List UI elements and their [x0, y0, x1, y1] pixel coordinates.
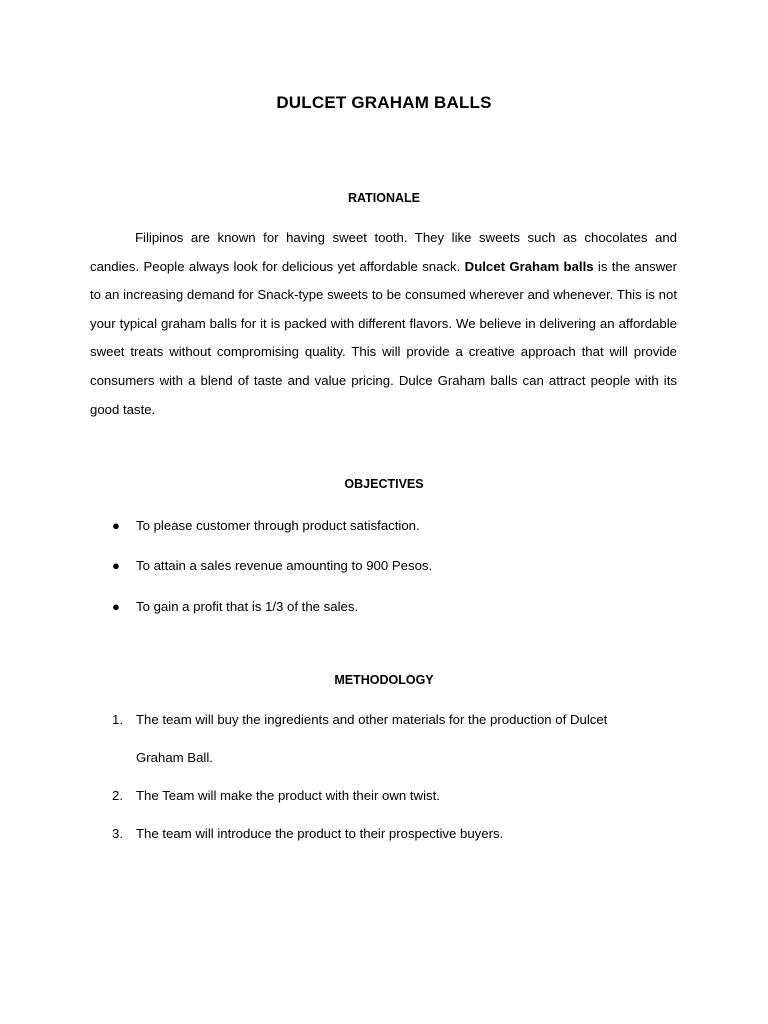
rationale-text-start: Filipinos are known for having sweet tooth. They like sweets such as chocolates and candies. People always look for delicious yet affordable snack. — [90, 230, 677, 274]
rationale-heading: RATIONALE — [348, 191, 420, 205]
document-title: DULCET GRAHAM BALLS — [276, 93, 492, 112]
methodology-text: The team will buy the ingredients and other materials for the production of Dulcet Graham Ball. — [136, 712, 608, 765]
rationale-text-end: is the answer to an increasing demand for Snack-type sweets to be consumed wherever and whenever. This is not your typical graham balls for it is packed with different flavors. We believe in delivering an affordable sweet treats without compromising quality. This will provide a creative approach that will provide consumers with a blend of taste and value pricing. Dulce Graham balls can attract people with its good taste. — [90, 258, 677, 417]
list-number: 2. — [112, 788, 123, 803]
methodology-text: The team will introduce the product to their prospective buyers. — [136, 826, 504, 841]
methodology-text: The Team will make the product with their own twist. — [136, 788, 440, 803]
bullet-icon: ● — [112, 518, 120, 533]
objective-text: To please customer through product satisfaction. — [136, 518, 420, 533]
bullet-icon: ● — [112, 558, 120, 573]
objective-text: To gain a profit that is 1/3 of the sales. — [136, 599, 359, 614]
objective-text: To attain a sales revenue amounting to 900 Pesos. — [136, 558, 433, 573]
list-number: 3. — [112, 826, 123, 841]
objectives-heading: OBJECTIVES — [344, 477, 424, 491]
rationale-paragraph — [90, 224, 677, 424]
list-number: 1. — [112, 712, 123, 727]
rationale-product-name: Dulcet Graham balls — [464, 258, 594, 274]
bullet-icon: ● — [112, 599, 120, 614]
methodology-heading: METHODOLOGY — [334, 673, 434, 687]
